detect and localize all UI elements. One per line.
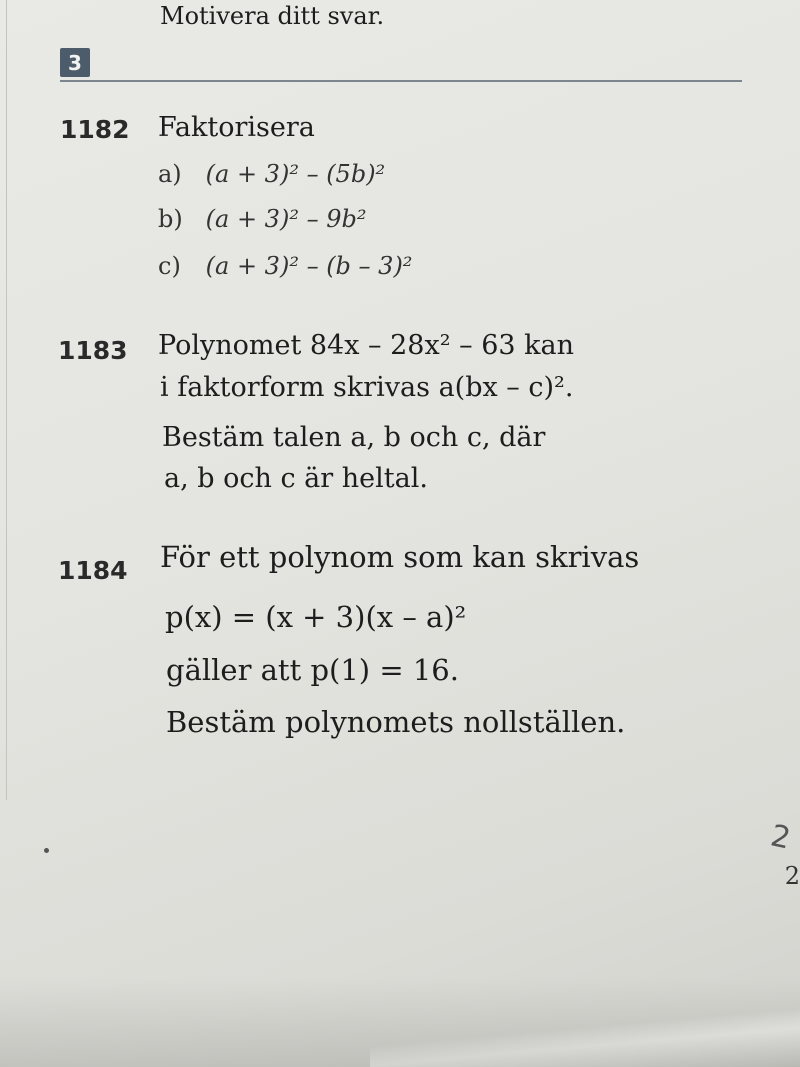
ink-dot (44, 848, 49, 853)
problem-1184-line-1: För ett polynom som kan skrivas (160, 540, 640, 574)
problem-1184-line-2: p(x) = (x + 3)(x – a)² (165, 600, 467, 634)
problem-1184-line-3: gäller att p(1) = 16. (166, 653, 459, 687)
page-shadow (0, 977, 800, 1067)
section-badge: 3 (60, 48, 90, 77)
problem-1184-line-4: Bestäm polynomets nollställen. (166, 705, 626, 739)
section-rule (60, 80, 742, 82)
problem-number-1182: 1182 (60, 115, 130, 144)
problem-1183-line-2: i faktorform skrivas a(bx – c)². (160, 372, 574, 403)
problem-1183-line-4: a, b och c är heltal. (164, 463, 428, 494)
item-expression: (a + 3)² – 9b² (205, 205, 367, 233)
item-label: a) (158, 160, 182, 188)
page-number: 2 (784, 862, 800, 890)
problem-number-1184: 1184 (58, 556, 128, 585)
item-label: b) (158, 205, 183, 233)
handwritten-mark: 2 (767, 818, 794, 857)
problem-1183-line-3: Bestäm talen a, b och c, där (162, 422, 546, 453)
problem-number-1183: 1183 (58, 336, 128, 365)
problem-1182-item-c (158, 252, 412, 280)
problem-1182-intro: Faktorisera (158, 112, 315, 143)
top-instruction: Motivera ditt svar. (160, 2, 385, 30)
page-edge (6, 0, 7, 800)
item-label: c) (158, 252, 181, 280)
item-expression: (a + 3)² – (b – 3)² (205, 252, 413, 280)
problem-1182-item-a (158, 160, 385, 188)
item-expression: (a + 3)² – (5b)² (205, 160, 386, 188)
problem-1183-line-1: Polynomet 84x – 28x² – 63 kan (158, 330, 574, 361)
problem-1182-item-b (158, 205, 366, 233)
